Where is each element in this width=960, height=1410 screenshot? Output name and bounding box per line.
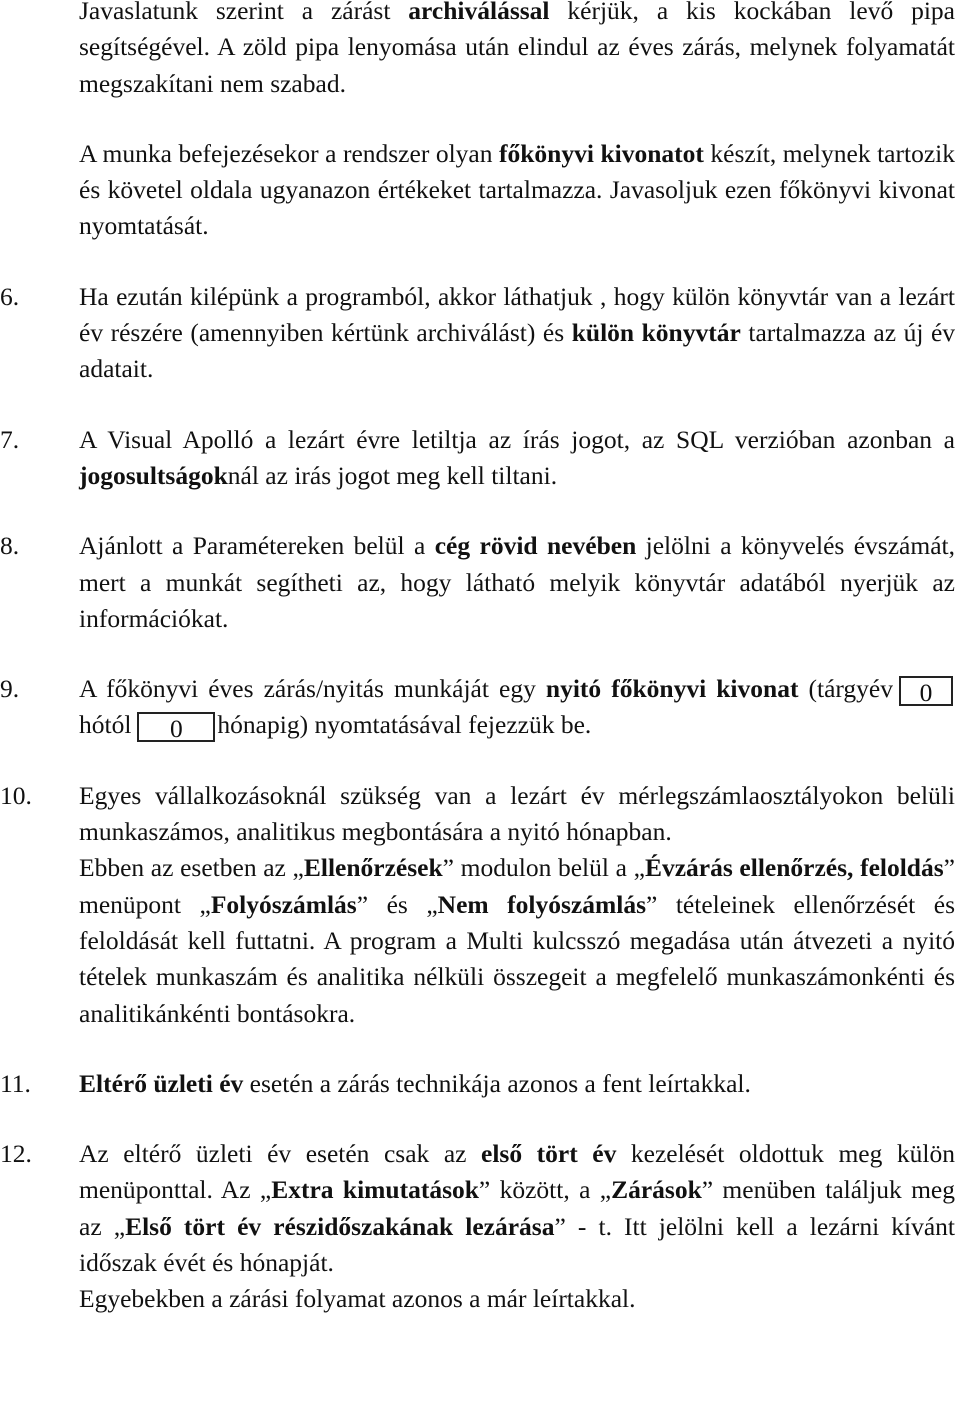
text-run: kezelését oldottuk meg külön menüponttal. Az „ [79, 1139, 955, 1205]
text-run: (tárgyév [798, 674, 894, 704]
item-number: 9. [0, 674, 20, 704]
text-run: Ebben az esetben az „ [79, 853, 304, 883]
list-item-11 [0, 1066, 955, 1102]
text-run: készít, melynek tartozik és követel oldala ugyanazon értékeket tartalmazza. Javasoljuk ezen főkönyvi kivonat nyomtatását. [79, 138, 955, 241]
paragraph-first-fractional-year [79, 1136, 955, 1281]
bold-term: első tört év [481, 1139, 617, 1169]
bold-term: nyitó főkönyvi kivonat [545, 674, 799, 704]
list-item-6 [0, 279, 956, 388]
text-run: ” között, a „ [478, 1175, 612, 1205]
text-run: ” - t. Itt jelölni kell a lezárni kívánt időszak évét és hónapját. [79, 1211, 955, 1278]
text-run: tartalmazza az új év adatait. [79, 318, 956, 384]
text-run: Javaslatunk szerint a zárást [79, 0, 409, 25]
text-run: A Visual Apolló a lezárt évre letiltja az írás jogot, az SQL verzióban azonban a [79, 424, 955, 454]
item-number: 10. [0, 780, 32, 810]
text-run: A főkönyvi éves zárás/nyitás munkáját egy [79, 674, 546, 704]
bold-term: külön könyvtár [571, 318, 741, 348]
to-month-box: 0 [137, 712, 215, 742]
item-number: 8. [0, 531, 20, 561]
list-item-7 [0, 422, 955, 495]
text-run: hótól [79, 710, 132, 740]
text-run: Egyebekben a zárási folyamat azonos a már leírtakkal. [79, 1284, 636, 1314]
item-number: 6. [0, 281, 20, 311]
bold-term: Folyószámlás [210, 889, 357, 919]
bold-term: cég rövid nevében [434, 531, 637, 561]
bold-term: jogosultságok [79, 460, 228, 490]
text-run: jelölni a könyvelés évszámát, mert a munkát segítheti az, hogy látható melyik könyvtár adatából nyerjük az információkat. [79, 531, 955, 633]
bold-term: Évzárás ellenőrzés, feloldás [644, 853, 944, 883]
text-run: ” és „ [356, 889, 438, 919]
list-item-12 [0, 1136, 955, 1317]
text-run: Egyes vállalkozásoknál szükség van a lezárt év mérlegszámlaosztályokon belüli munkaszámos, analitikus megbontására a nyitó hónapban. [79, 780, 955, 847]
bold-term: Ellenőrzések [303, 853, 443, 883]
item-number: 11. [0, 1068, 31, 1098]
bold-term: Első tört év részidőszakának lezárása [125, 1211, 555, 1241]
item-number: 12. [0, 1139, 32, 1169]
text-run: A munka befejezésekor a rendszer olyan [79, 138, 499, 168]
paragraph-otherwise-same [79, 1281, 955, 1317]
list-item-10 [0, 778, 955, 1032]
list-item-8 [0, 528, 955, 637]
paragraph-archive-recommendation [79, 0, 955, 102]
text-run: ” modulon belül a „ [442, 853, 645, 883]
text-run: nál az irás jogot meg kell tiltani. [227, 460, 558, 490]
from-month-box: 0 [899, 676, 953, 706]
bold-term: Extra kimutatások [271, 1175, 479, 1205]
paragraph-checks-module [79, 850, 955, 1031]
paragraph-analytic-split [79, 778, 955, 851]
item-number: 7. [0, 424, 20, 454]
text-run: Ha ezután kilépünk a programból, akkor láthatjuk , hogy külön könyvtár van a lezárt év részére (amennyiben kértünk archiválást) és [79, 281, 955, 348]
text-run: ” tételeinek ellenőrzését és feloldását kell futtatni. A program a Multi kulcsszó megadása után átvezeti a nyitó tételek munkaszám és analitika nélküli összegeit a megfelelő munkaszámonkénti és analitikánkénti bontásokra. [79, 889, 955, 1028]
text-run: Az eltérő üzleti év esetén csak az [79, 1139, 482, 1169]
paragraph-trial-balance [79, 136, 955, 245]
bold-term: Nem folyószámlás [437, 889, 646, 919]
bold-term: archiválással [408, 0, 550, 25]
text-run: esetén a zárás technikája azonos a fent leírtakkal. [243, 1068, 751, 1098]
text-run: kérjük, a kis kockában levő pipa segítségével. A zöld pipa lenyomása után elindul az éves zárás, melynek folyamatát megszakítani nem szabad. [79, 0, 955, 98]
bold-term: főkönyvi kivonatot [499, 138, 704, 168]
text-run: ” menüpont „ [79, 853, 955, 919]
bold-term: Eltérő üzleti év [79, 1068, 244, 1098]
list-item-9 [0, 671, 955, 744]
text-run: hónapig) nyomtatásával fejezzük be. [217, 710, 592, 740]
text-run: ” menüben találjuk meg az „ [79, 1175, 955, 1241]
bold-term: Zárások [611, 1175, 702, 1205]
text-run: Ajánlott a Paramétereken belül a [79, 531, 435, 561]
